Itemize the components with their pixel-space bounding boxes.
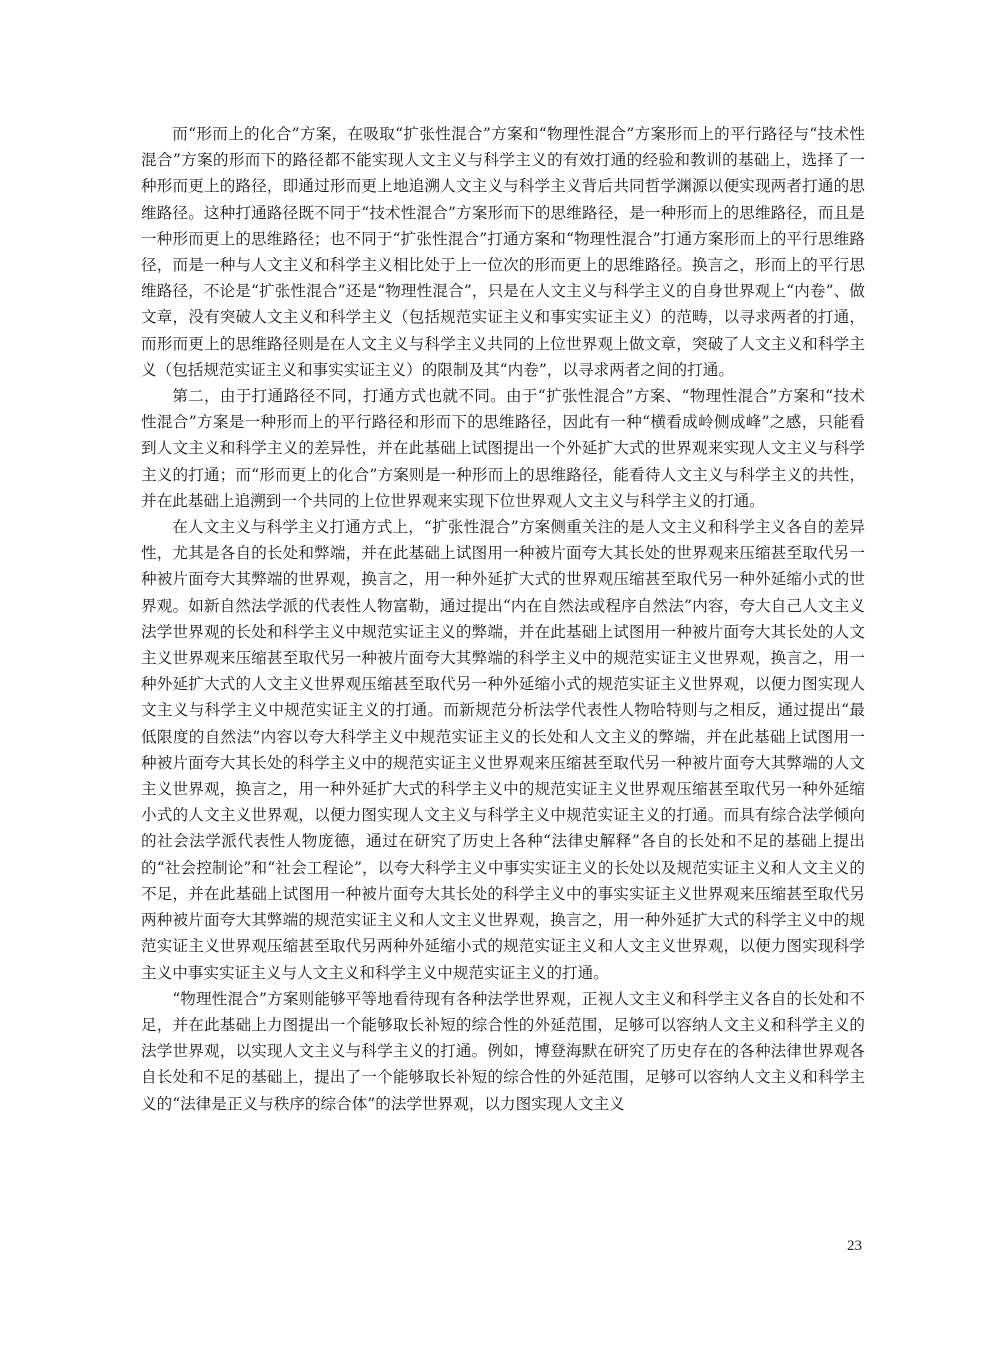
paragraph-2: 第二，由于打通路径不同，打通方式也就不同。由于“扩张性混合”方案、“物理性混合”方案和“技术性混合”方案是一种形而上的平行路径和形而下的思维路径，因此有一种“横看成岭侧成峰”之感，只能看到人文主义和科学主义的差异性，并在此基础上试图提出一个外延扩大式的世界观来实现人文主义与科学主义的打通；而“形而更上的化合”方案则是一种形而上的思维路径，能看待人文主义与科学主义的共性，并在此基础上追溯到一个共同的上位世界观来实现下位世界观人文主义与科学主义的打通。 [141,387,865,510]
page-number: 23 [847,1238,862,1254]
body-text [141,121,865,1117]
paragraph-3: 在人文主义与科学主义打通方式上，“扩张性混合”方案侧重关注的是人文主义和科学主义各自的差异性，尤其是各自的长处和弊端，并在此基础上试图用一种被片面夸大其长处的世界观来压缩甚至取代另一种被片面夸大其弊端的世界观，换言之，用一种外延扩大式的世界观压缩甚至取代另一种外延缩小式的世界观。如新自然法学派的代表性人物富勒，通过提出“内在自然法或程序自然法”内容，夸大自己人文主义法学世界观的长处和科学主义中规范实证主义的弊端，并在此基础上试图用一种被片面夸大其长处的人文主义世界观来压缩甚至取代另一种被片面夸大其弊端的科学主义中的规范实证主义世界观，换言之，用一种外延扩大式的人文主义世界观压缩甚至取代另一种外延缩小式的规范实证主义世界观，以便力图实现人文主义与科学主义中规范实证主义的打通。而新规范分析法学代表性人物哈特则与之相反，通过提出“最低限度的自然法”内容以夸大科学主义中规范实证主义的长处和人文主义的弊端，并在此基础上试图用一种被片面夸大其长处的科学主义中的规范实证主义世界观来压缩甚至取代另一种被片面夸大其弊端的人文主义世界观，换言之，用一种外延扩大式的科学主义中的规范实证主义世界观压缩甚至取代另一种外延缩小式的人文主义世界观，以便力图实现人文主义与科学主义中规范实证主义的打通。而具有综合法学倾向的社会法学派代表性人物庞德，通过在研究了历史上各种“法律史解释”各自的长处和不足的基础上提出的“社会控制论”和“社会工程论”，以夸大科学主义中事实实证主义的长处以及规范实证主义和人文主义的不足，并在此基础上试图用一种被片面夸大其长处的科学主义中的事实实证主义世界观来压缩甚至取代另两种被片面夸大其弊端的规范实证主义和人文主义世界观，换言之，用一种外延扩大式的科学主义中的规范实证主义世界观压缩甚至取代另两种外延缩小式的规范实证主义和人文主义世界观，以便力图实现科学主义中事实实证主义与人文主义和科学主义中规范实证主义的打通。 [141,518,865,982]
paragraph-1: 而“形而上的化合”方案，在吸取“扩张性混合”方案和“物理性混合”方案形而上的平行路径与“技术性混合”方案的形而下的路径都不能实现人文主义与科学主义的有效打通的经验和教训的基础上，选择了一种形而更上的路径，即通过形而更上地追溯人文主义与科学主义背后共同哲学渊源以便实现两者打通的思维路径。这种打通路径既不同于“技术性混合”方案形而下的思维路径，是一种形而上的思维路径，而且是一种形而更上的思维路径；也不同于“扩张性混合”打通方案和“物理性混合”打通方案形而上的平行思维路径，而是一种与人文主义和科学主义相比处于上一位次的形而更上的思维路径。换言之，形而上的平行思维路径，不论是“扩张性混合”还是“物理性混合”，只是在人文主义与科学主义的自身世界观上“内卷”、做文章，没有突破人文主义和科学主义（包括规范实证主义和事实实证主义）的范畴，以寻求两者的打通，而形而更上的思维路径则是在人文主义与科学主义共同的上位世界观上做文章，突破了人文主义和科学主义（包括规范实证主义和事实实证主义）的限制及其“内卷”，以寻求两者之间的打通。 [141,125,865,379]
paragraph-4: “物理性混合”方案则能够平等地看待现有各种法学世界观，正视人文主义和科学主义各自的长处和不足，并在此基础上力图提出一个能够取长补短的综合性的外延范围，足够可以容纳人文主义和科学主义的法学世界观，以实现人文主义与科学主义的打通。例如，博登海默在研究了历史存在的各种法律世界观各自长处和不足的基础上，提出了一个能够取长补短的综合性的外延范围，足够可以容纳人文主义和科学主义的“法律是正义与秩序的综合体”的法学世界观，以力图实现人文主义 [141,989,865,1113]
